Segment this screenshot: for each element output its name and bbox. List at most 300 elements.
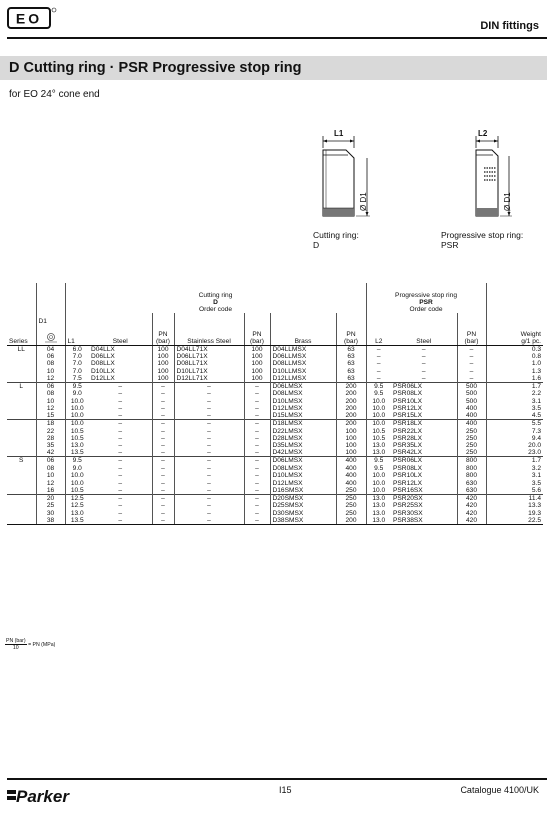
cell-pn-psr: 500 [457, 390, 486, 397]
cell-d1: 10 [36, 397, 65, 404]
cell-d1: 25 [36, 502, 65, 509]
cell-pn-psr: 500 [457, 382, 486, 390]
cutting-ring-drawing [312, 128, 392, 223]
cell-series [7, 405, 36, 412]
cell-psr-steel: PSR10LX [393, 397, 422, 405]
table-row [7, 420, 543, 428]
cell-d1: 06 [36, 457, 65, 465]
cell-d1: 30 [36, 509, 65, 516]
stop-ring-length-label: L2 [478, 129, 488, 138]
cell-stainless: D08LL71X [174, 360, 244, 367]
cell-l1: 13.5 [65, 449, 89, 457]
cell-brass: D35LMSX [270, 442, 336, 449]
cell-pn-brass: 63 [336, 360, 366, 367]
cell-pn-steel: – [152, 449, 174, 457]
cell-stainless: – [174, 390, 244, 397]
cell-pn-stainless: – [244, 472, 270, 479]
cell-l2: – [366, 375, 391, 383]
cell-steel: – [118, 397, 123, 405]
cell-pn-steel: 100 [152, 367, 174, 374]
cell-pn-steel: – [152, 420, 174, 428]
cell-d1: 18 [36, 420, 65, 428]
cell-d1: 12 [36, 479, 65, 486]
cell-brass: D06LMSX [270, 382, 336, 390]
table-row [7, 390, 543, 397]
cell-l1: 12.5 [65, 494, 89, 502]
cell-psr-steel: – [421, 374, 426, 382]
cell-steel: – [118, 479, 123, 487]
cell-stainless: – [174, 464, 244, 471]
cell-pn-steel: – [152, 517, 174, 525]
col-pn-brass: PN (bar) [336, 313, 366, 345]
cell-d1: 08 [36, 390, 65, 397]
cell-weight: 3.1 [486, 472, 543, 479]
cell-pn-stainless: – [244, 397, 270, 404]
cell-l1: 7.0 [65, 353, 89, 360]
cell-psr-steel: PSR30SX [393, 509, 423, 517]
cell-steel: – [118, 390, 123, 398]
cell-d1: 06 [36, 353, 65, 360]
table-row [7, 457, 543, 465]
cell-series [7, 435, 36, 442]
col-weight: Weight g/1 pc. [486, 313, 543, 345]
table-row [7, 509, 543, 516]
cell-stainless: D06LL71X [174, 353, 244, 360]
svg-text:Ø D1: Ø D1 [359, 192, 368, 211]
cell-weight: 7.3 [486, 427, 543, 434]
cell-l1: 10.0 [65, 412, 89, 420]
table-row [7, 435, 543, 442]
cell-pn-psr: 500 [457, 397, 486, 404]
cell-series [7, 353, 36, 360]
cell-pn-psr: 630 [457, 487, 486, 495]
cell-l1: 13.5 [65, 517, 89, 525]
col-stainless: Stainless Steel [174, 313, 244, 345]
cell-pn-steel: – [152, 405, 174, 412]
cutting-ring-group: Cutting ring D Order code [65, 283, 366, 313]
col-brass: Brass [270, 313, 336, 345]
cell-d1: 08 [36, 464, 65, 471]
cell-pn-stainless: – [244, 390, 270, 397]
cell-l1: 9.0 [65, 390, 89, 397]
cell-l2: 10.0 [366, 412, 391, 420]
cell-psr-steel: PSR18LX [391, 420, 457, 428]
cell-weight: 11.4 [486, 494, 543, 502]
cell-l1: 6.0 [65, 345, 89, 353]
cell-brass: D12LMSX [270, 405, 336, 412]
col-l1: L1 [65, 313, 89, 345]
cell-psr-steel: PSR20SX [391, 494, 457, 502]
cell-brass: D38SMSX [270, 517, 336, 525]
col-pn-stainless: PN (bar) [244, 313, 270, 345]
cell-l2: 13.0 [366, 449, 391, 457]
cell-steel: D08LLX [91, 360, 115, 368]
cell-series [7, 427, 36, 434]
table-row [7, 360, 543, 367]
cell-psr-steel: – [421, 360, 426, 368]
cell-series [7, 494, 36, 502]
cell-stainless: – [174, 420, 244, 428]
table-group-header [7, 283, 543, 313]
cell-l2: 13.0 [366, 509, 391, 516]
cell-pn-steel: – [152, 472, 174, 479]
cell-steel: D10LLX [91, 367, 115, 375]
cell-psr-steel: PSR06LX [391, 382, 457, 390]
cell-series [7, 367, 36, 374]
table-row [7, 382, 543, 390]
cell-l1: 10.0 [65, 405, 89, 412]
parker-logo [7, 784, 79, 806]
cell-stainless: D10LL71X [174, 367, 244, 374]
cell-weight: 20.0 [486, 442, 543, 449]
cell-l2: 9.5 [366, 457, 391, 465]
eo-logo [7, 7, 57, 31]
cell-brass: D42LMSX [270, 449, 336, 457]
cell-brass: D15LMSX [270, 412, 336, 420]
cell-pn-steel: – [152, 464, 174, 471]
cell-pn-psr: – [457, 345, 486, 353]
cell-l1: 7.0 [65, 367, 89, 374]
cell-steel: – [89, 494, 152, 502]
cell-pn-steel: – [152, 427, 174, 434]
cell-brass: D06LMSX [270, 457, 336, 465]
cell-steel: – [89, 457, 152, 465]
cell-l1: 10.5 [65, 427, 89, 434]
cell-l2: 9.5 [366, 390, 391, 397]
cell-weight: 5.6 [486, 487, 543, 495]
cell-brass: D16SMSX [270, 487, 336, 495]
cell-pn-stainless: – [244, 487, 270, 495]
cell-pn-steel: – [152, 502, 174, 509]
cell-psr-steel: PSR25SX [393, 502, 423, 510]
cell-pn-stainless: 100 [244, 360, 270, 367]
cell-psr-steel: – [421, 367, 426, 375]
cell-pn-psr: – [457, 360, 486, 367]
cell-psr-steel: PSR08LX [393, 390, 422, 398]
cell-steel: – [118, 405, 123, 413]
col-pn-psr: PN (bar) [457, 313, 486, 345]
cell-pn-psr: 420 [457, 509, 486, 516]
cell-pn-psr: 400 [457, 420, 486, 428]
cell-l1: 10.0 [65, 472, 89, 479]
cell-pn-brass: 400 [336, 457, 366, 465]
cell-stainless: – [174, 412, 244, 420]
cell-stainless: – [174, 449, 244, 457]
table-row [7, 397, 543, 404]
page-number: I15 [279, 785, 292, 795]
table-row [7, 353, 543, 360]
cell-pn-psr: 400 [457, 412, 486, 420]
cell-l1: 10.0 [65, 479, 89, 486]
cell-stainless: – [174, 442, 244, 449]
cell-pn-brass: 200 [336, 412, 366, 420]
cell-pn-brass: 400 [336, 464, 366, 471]
cell-pn-stainless: – [244, 464, 270, 471]
cell-pn-stainless: 100 [244, 375, 270, 383]
cell-pn-steel: – [152, 412, 174, 420]
cell-d1: 10 [36, 472, 65, 479]
cell-l2: 13.0 [366, 502, 391, 509]
cell-pn-brass: 250 [336, 509, 366, 516]
cell-series [7, 472, 36, 479]
cell-pn-steel: – [152, 487, 174, 495]
cell-pn-steel: 100 [152, 375, 174, 383]
page-title: D Cutting ring · PSR Progressive stop ring [9, 60, 302, 76]
cell-l1: 7.0 [65, 360, 89, 367]
cell-l2: – [366, 353, 391, 360]
cell-pn-psr: 250 [457, 442, 486, 449]
cell-steel: – [118, 486, 123, 494]
cell-brass: D10LMSX [270, 472, 336, 479]
cell-pn-brass: 250 [336, 502, 366, 509]
cell-pn-stainless: 100 [244, 353, 270, 360]
table-row [7, 442, 543, 449]
cell-brass: D04LLMSX [270, 345, 336, 353]
cell-stainless: – [174, 382, 244, 390]
cell-psr-steel: PSR35LX [393, 442, 422, 450]
cell-pn-stainless: – [244, 509, 270, 516]
table-row [7, 494, 543, 502]
cell-pn-steel: – [152, 382, 174, 390]
cell-psr-steel: PSR22LX [393, 427, 422, 435]
cell-brass: D06LLMSX [270, 353, 336, 360]
cell-steel: D12LLX [91, 374, 115, 382]
cell-pn-psr: 400 [457, 405, 486, 412]
cell-l1: 10.5 [65, 435, 89, 442]
cell-pn-stainless: – [244, 405, 270, 412]
cell-psr-steel: PSR28LX [393, 435, 422, 442]
cell-pn-brass: 63 [336, 375, 366, 383]
cell-pn-stainless: – [244, 420, 270, 428]
cell-brass: D10LMSX [270, 397, 336, 404]
table-row [7, 405, 543, 412]
cell-l2: 13.0 [366, 494, 391, 502]
cell-pn-brass: 200 [336, 397, 366, 404]
cell-weight: 4.5 [486, 412, 543, 420]
cell-l2: 10.0 [366, 397, 391, 404]
cell-l1: 7.5 [65, 375, 89, 383]
cell-pn-psr: 420 [457, 502, 486, 509]
cell-l2: 10.0 [366, 479, 391, 486]
cell-weight: 3.5 [486, 405, 543, 412]
cell-stainless: – [174, 494, 244, 502]
table-body [7, 345, 543, 524]
cell-series: S [7, 457, 36, 465]
cell-series [7, 375, 36, 383]
table-row [7, 479, 543, 486]
table-row [7, 375, 543, 383]
cell-pn-brass: 63 [336, 345, 366, 353]
cell-pn-brass: 100 [336, 449, 366, 457]
cell-pn-brass: 250 [336, 487, 366, 495]
cell-psr-steel: PSR12LX [393, 479, 422, 487]
table-column-header [7, 313, 543, 345]
cell-steel: – [118, 472, 123, 480]
cell-l1: 13.0 [65, 442, 89, 449]
cell-steel: – [118, 435, 123, 442]
cell-d1: 12 [36, 405, 65, 412]
cell-d1: 42 [36, 449, 65, 457]
cell-l2: – [366, 345, 391, 353]
cell-brass: D30SMSX [270, 509, 336, 516]
table-row [7, 517, 543, 525]
cell-brass: D12LLMSX [270, 375, 336, 383]
cell-series [7, 479, 36, 486]
cell-psr-steel: PSR06LX [391, 457, 457, 465]
cell-l2: 10.5 [366, 435, 391, 442]
cell-pn-steel: 100 [152, 345, 174, 353]
cutting-ring-length-label: L1 [334, 129, 344, 138]
cell-series [7, 360, 36, 367]
cell-pn-stainless: – [244, 442, 270, 449]
cell-series: L [7, 382, 36, 390]
psr-group: Progressive stop ring PSR Order code [366, 283, 486, 313]
cell-d1: 22 [36, 427, 65, 434]
section-label: DIN fittings [480, 20, 539, 32]
cell-pn-stainless: – [244, 517, 270, 525]
cell-stainless: – [174, 502, 244, 509]
cell-stainless: – [174, 435, 244, 442]
footer-rule [7, 778, 547, 780]
cell-stainless: – [174, 487, 244, 495]
cell-brass: D08LLMSX [270, 360, 336, 367]
cell-weight: 1.7 [486, 457, 543, 465]
cell-psr-steel: PSR16SX [393, 486, 423, 494]
cell-weight: 3.5 [486, 479, 543, 486]
cell-l2: – [366, 367, 391, 374]
cell-steel: D06LLX [91, 352, 115, 360]
col-pn: PN (bar) [152, 313, 174, 345]
cell-l1: 10.5 [65, 487, 89, 495]
svg-text:EO: EO [15, 10, 43, 27]
cell-series [7, 449, 36, 457]
cell-weight: 1.3 [486, 367, 543, 374]
cell-series [7, 442, 36, 449]
page-subtitle: for EO 24° cone end [9, 89, 100, 100]
cell-series [7, 502, 36, 509]
table-row [7, 345, 543, 353]
cell-psr-steel: – [421, 352, 426, 360]
cell-d1: 15 [36, 412, 65, 420]
cell-stainless: – [174, 397, 244, 404]
cell-pn-brass: 200 [336, 405, 366, 412]
col-psr-steel: Steel [391, 313, 457, 345]
cell-stainless: D04LL71X [174, 345, 244, 353]
cell-pn-psr: – [457, 367, 486, 374]
cell-pn-brass: 100 [336, 435, 366, 442]
cell-brass: D20SMSX [270, 494, 336, 502]
table-row [7, 472, 543, 479]
cell-pn-steel: 100 [152, 353, 174, 360]
cell-weight: 13.3 [486, 502, 543, 509]
cell-pn-steel: – [152, 479, 174, 486]
cell-psr-steel: PSR38SX [391, 517, 457, 525]
cell-weight: 2.2 [486, 390, 543, 397]
cell-series [7, 412, 36, 420]
stop-ring-caption: Progressive stop ring: PSR [441, 230, 524, 250]
cell-pn-brass: 200 [336, 390, 366, 397]
cell-pn-psr: 250 [457, 449, 486, 457]
cell-pn-steel: 100 [152, 360, 174, 367]
cell-l1: 13.0 [65, 509, 89, 516]
cell-l1: 9.5 [65, 457, 89, 465]
cell-weight: 23.0 [486, 449, 543, 457]
cell-psr-steel: PSR10LX [393, 472, 422, 480]
cell-pn-brass: 250 [336, 494, 366, 502]
cell-pn-brass: 200 [336, 382, 366, 390]
col-steel: Steel [89, 313, 152, 345]
cutting-ring-caption: Cutting ring: D [313, 230, 359, 250]
col-l2: L2 [366, 313, 391, 345]
cell-pn-steel: – [152, 390, 174, 397]
cell-steel: – [118, 509, 123, 517]
cell-l2: 9.5 [366, 382, 391, 390]
cell-steel: – [89, 517, 152, 525]
cell-l1: 9.5 [65, 382, 89, 390]
cell-d1: 04 [36, 345, 65, 353]
catalogue-reference: Catalogue 4100/UK [460, 785, 539, 795]
cell-l2: 13.0 [366, 517, 391, 525]
cell-d1: 28 [36, 435, 65, 442]
cell-d1: 10 [36, 367, 65, 374]
cell-psr-steel: – [421, 345, 426, 353]
cell-steel: – [118, 427, 123, 435]
table-row [7, 412, 543, 420]
cell-pn-stainless: – [244, 479, 270, 486]
cell-weight: 3.1 [486, 397, 543, 404]
cell-pn-stainless: – [244, 435, 270, 442]
cell-weight: 5.5 [486, 420, 543, 428]
cell-weight: 19.3 [486, 509, 543, 516]
table-row [7, 367, 543, 374]
cell-pn-steel: – [152, 457, 174, 465]
cell-pn-psr: 630 [457, 479, 486, 486]
cell-psr-steel: PSR42LX [393, 449, 422, 457]
cell-l1: 9.0 [65, 464, 89, 471]
cell-l2: 10.0 [366, 472, 391, 479]
cell-pn-psr: – [457, 375, 486, 383]
cell-l1: 10.0 [65, 397, 89, 404]
cell-psr-steel: PSR08LX [393, 464, 422, 472]
cell-pn-steel: – [152, 397, 174, 404]
cell-stainless: – [174, 472, 244, 479]
cell-pn-brass: 200 [336, 420, 366, 428]
cell-pn-psr: 420 [457, 517, 486, 525]
cell-pn-psr: 800 [457, 472, 486, 479]
cell-steel: D04LLX [91, 345, 115, 353]
cell-pn-psr: 420 [457, 494, 486, 502]
cell-weight: 22.5 [486, 517, 543, 525]
cell-pn-psr: – [457, 353, 486, 360]
stop-ring-diameter-label [500, 178, 514, 214]
cell-pn-stainless: – [244, 457, 270, 465]
cell-d1: 16 [36, 487, 65, 495]
cell-pn-steel: – [152, 442, 174, 449]
cell-pn-brass: 400 [336, 472, 366, 479]
cell-stainless: – [174, 457, 244, 465]
svg-text:Ø D1: Ø D1 [503, 192, 512, 211]
cell-pn-stainless: – [244, 427, 270, 434]
cell-brass: D25SMSX [270, 502, 336, 509]
cell-l2: 10.5 [366, 427, 391, 434]
cell-stainless: D12LL71X [174, 375, 244, 383]
cell-l2: 10.0 [366, 420, 391, 428]
cell-d1: 35 [36, 442, 65, 449]
cell-brass: D28LMSX [270, 435, 336, 442]
table-row [7, 427, 543, 434]
cell-psr-steel: PSR15LX [393, 412, 422, 420]
cell-stainless: – [174, 509, 244, 516]
